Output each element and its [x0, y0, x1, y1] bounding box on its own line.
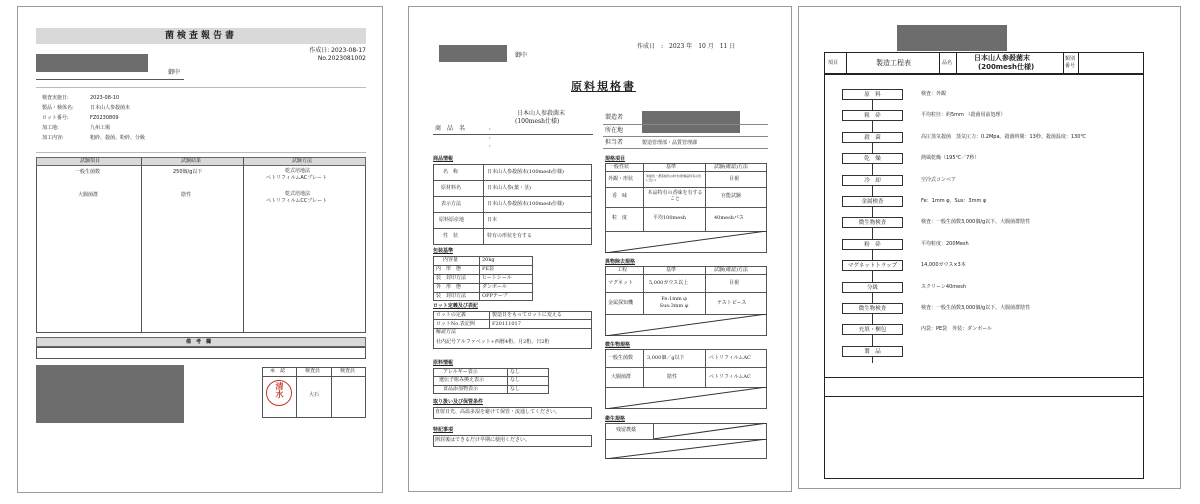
inspection-report-page	[17, 6, 383, 493]
blank-cell-slash	[605, 231, 767, 253]
micro-label: 一般生菌数	[608, 355, 634, 361]
package-label: 内 形 態	[436, 266, 462, 272]
package-label: 外 形 態	[436, 284, 462, 290]
micro-value: 3,000個／g以下	[647, 355, 685, 361]
blank-cell-slash	[605, 387, 767, 409]
results-header-result: 試験結果	[181, 158, 202, 164]
approval-seal	[266, 380, 292, 406]
redacted-company-block	[36, 365, 184, 423]
info-label: 検査実施日:	[42, 95, 69, 101]
foreign-title: 異物除去規格	[605, 259, 636, 265]
flow-step-box: マグネットトラップ	[842, 260, 903, 271]
maker-label: 担当者	[605, 139, 624, 146]
std-method: 40meshパス	[714, 215, 744, 221]
flow-step-box: 原 料	[842, 89, 903, 100]
approval-header-line	[262, 376, 366, 377]
foreign-header: 基準	[666, 267, 677, 273]
foreign-header: 試験(確認)方法	[714, 267, 748, 273]
redacted-maker	[642, 111, 740, 133]
maker-label: 所在地	[605, 127, 624, 134]
micro-title: 微生物規格	[605, 342, 631, 348]
product-info-value: 日本山人参(葉・茎)	[487, 185, 531, 191]
product-info-label: 表示方法	[441, 201, 462, 207]
blank-cell-slash	[605, 314, 767, 336]
micro-value: 陰性	[667, 374, 678, 380]
package-value: 20kg	[482, 257, 495, 263]
product-info-label: 性 状	[443, 233, 459, 239]
std-value: 本品特有の香味を有すること	[647, 190, 703, 203]
column-divider	[705, 349, 706, 387]
spec-recipient-suffix: 御中	[515, 52, 528, 59]
product-info-value: 特有の形状を有する	[487, 233, 533, 239]
product-info-value: 日本山人参殺菌末(100mesh仕様)	[487, 169, 564, 175]
flow-step-box: 金属検査	[842, 196, 903, 207]
info-label: 加工地:	[42, 125, 59, 131]
flow-step-description: 検査：一般生菌数3,000個/g以下、大腸菌群陰性	[921, 219, 1031, 226]
product-info-label: 原材料名	[441, 185, 462, 191]
maker-label: 製造者	[605, 114, 624, 121]
redacted-company	[897, 25, 1007, 51]
std-value: 平均100mesh	[653, 215, 687, 221]
lot-value: F20111017	[492, 321, 521, 327]
package-value: OPPテープ	[482, 293, 508, 299]
flow-step-description: 高圧蒸気殺菌 蒸気圧力：0.2Mpa、殺菌時間：13秒、殺菌温度：130℃	[921, 133, 1087, 140]
process-product-name: 日本山人参殺菌末	[974, 54, 1030, 62]
foreign-header: 工程	[617, 267, 628, 273]
results-header-item: 試験項目	[80, 158, 101, 164]
flow-step-description: 熱風乾燥（195℃／7秒）	[921, 155, 980, 162]
report-title: 菌検査報告書	[36, 28, 366, 44]
recipient-underline	[36, 79, 184, 80]
approval-header: 承 認	[270, 368, 286, 374]
result-row-item: 一般生菌数	[75, 169, 101, 175]
info-value: 粗砕、殺菌、粉砕、分級	[90, 135, 146, 141]
results-table	[36, 157, 366, 333]
divider	[36, 87, 366, 88]
material-label: アレルギー表示	[443, 369, 478, 375]
flow-step-box: 殺 菌	[842, 132, 903, 143]
approval-divider	[296, 367, 297, 418]
storage-title: 取り扱い及び保管条件	[433, 399, 484, 405]
flow-step-box: 粗 砕	[842, 110, 903, 121]
info-value: 九州工場	[90, 125, 111, 131]
result-row-item: 大腸菌群	[78, 192, 99, 198]
row-line	[433, 328, 592, 329]
header-divider	[1063, 52, 1064, 74]
hygiene-label: 残留農薬	[616, 427, 637, 433]
inspector-header: 検査員	[305, 368, 321, 374]
maker-person: 製造管理部・品質管理課	[642, 140, 698, 146]
header-product-label: 品名	[942, 60, 953, 66]
package-value: ダンボール	[482, 284, 507, 290]
package-value: PE袋	[482, 266, 495, 272]
info-label: 製品・検体名:	[42, 105, 74, 111]
header-divider	[846, 52, 847, 74]
result-row-result: 陰性	[181, 192, 192, 198]
flow-step-description: Fe：1mm φ，Sus：3mm φ	[921, 198, 987, 204]
flow-step-description: 平均粒径：約5mm （殺菌用前処理）	[921, 112, 1006, 119]
column-divider	[243, 157, 244, 333]
micro-label: 大腸菌群	[611, 374, 632, 380]
std-label: 粒 度	[612, 215, 628, 221]
column-divider	[479, 256, 480, 301]
approval-divider	[331, 367, 332, 418]
material-label: 食品添加物表示	[443, 386, 479, 392]
package-label: 内容量	[443, 257, 459, 263]
row-line	[605, 274, 767, 275]
spec-title: 原料規格書	[571, 80, 636, 93]
blank-cell-slash	[605, 439, 767, 459]
divider	[36, 152, 366, 153]
flow-step-box: 微生物検査	[842, 217, 903, 228]
spec-date: 作成日 : 2023 年 10 月 11 日	[637, 43, 736, 50]
inspector-name: 大石	[309, 392, 320, 398]
row-line	[433, 319, 592, 320]
flow-step-box: 微生物検査	[842, 303, 903, 314]
maker-line	[603, 124, 768, 125]
foreign-method: テストピース	[717, 300, 747, 306]
column-divider	[483, 164, 484, 245]
column-divider	[705, 163, 706, 231]
product-info-label: 名 称	[443, 169, 459, 175]
colon: :	[489, 143, 491, 149]
inspector-header: 検査員	[340, 368, 356, 374]
flow-step-box: 製 品	[842, 346, 903, 357]
product-info-value: 日本山人参殺菌末(100mesh仕様)	[487, 201, 564, 207]
info-value: 日本山人参殺菌末	[90, 105, 131, 111]
flow-step-description: 空冷式コンベア	[921, 176, 957, 183]
std-title: 規格項目	[605, 156, 626, 162]
info-value: 2023-08-10	[90, 95, 120, 101]
remarks-label: 備 考 欄	[186, 339, 212, 345]
package-label: 装 封印方法	[436, 293, 467, 299]
result-row-method: 乾式培地法	[285, 191, 311, 197]
micro-method: ペトリフィルムAC	[709, 355, 751, 361]
column-divider	[507, 368, 508, 394]
std-value: 淡緑色〜濃茶緑色の粉末(乾燥品特有の色に近い)	[646, 174, 702, 183]
std-header: 一般性状	[609, 164, 630, 170]
foreign-method: 目視	[729, 280, 740, 286]
foreign-label: マグネット	[608, 280, 633, 286]
row-line	[605, 187, 767, 188]
spec-product-sub: (100mesh仕様)	[515, 118, 560, 125]
package-value: ヒートシール	[482, 275, 512, 281]
flow-step-description: 平均粒度：200Mesh	[921, 240, 969, 247]
row-line	[433, 212, 592, 213]
special-title: 特記事項	[433, 427, 454, 433]
lot-title: ロット定義及び表記	[433, 303, 478, 309]
std-label: 香 味	[612, 193, 628, 199]
redacted-recipient	[36, 54, 148, 72]
report-created-date: 作成日: 2023-08-17	[309, 47, 366, 54]
material-title: 原料情報	[433, 360, 454, 366]
remarks-body	[36, 347, 366, 359]
spec-product-name: 日本山人参殺菌末	[517, 110, 566, 117]
lot-label: ロットの定義	[436, 312, 466, 318]
flow-step-box: 冷 却	[842, 175, 903, 186]
result-row-method: ペトリフィルムACプレート	[266, 175, 328, 181]
material-spec-page	[408, 6, 792, 492]
redacted-recipient	[439, 45, 507, 62]
package-label: 装 封印方法	[436, 275, 467, 281]
material-value: なし	[510, 377, 521, 383]
material-label: 遺伝子組み換え表示	[439, 377, 485, 383]
foreign-label: 金属探知機	[608, 300, 634, 306]
header-number-label: 番号	[1065, 63, 1076, 69]
product-info-title: 商品情報	[433, 156, 454, 162]
footer-line	[824, 396, 1144, 397]
info-label: ロット番号:	[42, 115, 69, 121]
row-line	[605, 292, 767, 293]
flow-step-description: 内袋：PE袋 外装：ダンボール	[921, 326, 993, 333]
storage-text: 直射日光、高温多湿を避けて保管・流通してください。	[435, 409, 561, 415]
process-flow-page	[798, 6, 1181, 489]
seal-text: 清水	[275, 382, 284, 398]
hygiene-title: 衛生規格	[605, 416, 626, 422]
package-title: 包装基準	[433, 248, 454, 254]
foreign-value: 5,000ガウス以上	[649, 280, 689, 286]
header-divider	[939, 52, 940, 74]
product-info-value: 日本	[487, 217, 498, 223]
maker-line	[603, 136, 768, 137]
column-divider	[141, 157, 142, 333]
flow-step-description: 14,000ガウス×3本	[921, 262, 966, 269]
flow-step-box: 充填・梱包	[842, 324, 903, 335]
flow-step-box: 粉 砕	[842, 239, 903, 250]
flow-step-description: 検査：一般生菌数3,000個/g以下、大腸菌群陰性	[921, 305, 1031, 311]
column-divider	[643, 349, 644, 387]
results-header-method: 試験方法	[292, 158, 313, 164]
process-title: 製造工程表	[876, 59, 911, 67]
header-divider	[1078, 52, 1079, 74]
column-divider	[643, 163, 644, 231]
lot-label: ロットNo.表記例	[436, 321, 475, 327]
row-line	[433, 196, 592, 197]
footer-line	[824, 377, 1144, 378]
std-header: 試験(確認)方法	[714, 164, 748, 170]
row-line	[433, 180, 592, 181]
lot-note: 社内記号アルファベット+西暦4桁、月2桁、日2桁	[436, 339, 550, 345]
product-info-label: 原料原産地	[439, 217, 465, 223]
flow-step-description: スクリーン40mesh	[921, 283, 966, 290]
header-item-label: 項目	[828, 60, 839, 66]
header-category-label: 類別	[1065, 56, 1076, 62]
result-row-method: ペトリフィルムCCプレート	[266, 198, 328, 204]
special-text: 開封後はできるだけ早期に使用ください。	[435, 437, 531, 443]
row-line	[605, 171, 767, 172]
std-method: 官能試験	[721, 193, 742, 199]
colon: :	[489, 135, 491, 141]
std-header: 基準	[666, 164, 677, 170]
result-row-result: 250個/g以下	[173, 169, 203, 175]
flow-step-box: 分級	[842, 282, 903, 293]
row-line	[433, 228, 592, 229]
spec-product-label: 商 品 名	[435, 125, 466, 132]
material-value: なし	[510, 386, 521, 392]
foreign-value: Fe:1mm φ Sus:3mm φ	[659, 296, 692, 309]
info-label: 加工内容:	[42, 135, 64, 141]
std-method: 目視	[729, 176, 740, 182]
info-value: FZ0230809	[90, 115, 119, 121]
lot-note: 解読方法	[436, 329, 457, 335]
header-divider	[956, 52, 957, 74]
material-value: なし	[510, 369, 521, 375]
blank-cell-slash	[653, 423, 767, 439]
colon: :	[489, 126, 491, 132]
result-row-method: 乾式培地法	[285, 168, 311, 174]
flow-step-description: 検査：外観	[921, 91, 947, 97]
process-product-sub: (200mesh仕様)	[978, 63, 1035, 71]
lot-value: 製造日をもってロットに変える	[492, 312, 562, 318]
report-number: No.2023081002	[317, 55, 366, 62]
micro-method: ペトリフィルムAC	[709, 374, 751, 380]
product-underline	[433, 134, 593, 135]
maker-line	[603, 148, 768, 149]
report-recipient-suffix: 御中	[168, 69, 181, 76]
flow-step-box: 乾 燥	[842, 153, 903, 164]
row-line	[605, 367, 767, 368]
std-label: 外観・形状	[608, 176, 634, 182]
row-line	[605, 207, 767, 208]
